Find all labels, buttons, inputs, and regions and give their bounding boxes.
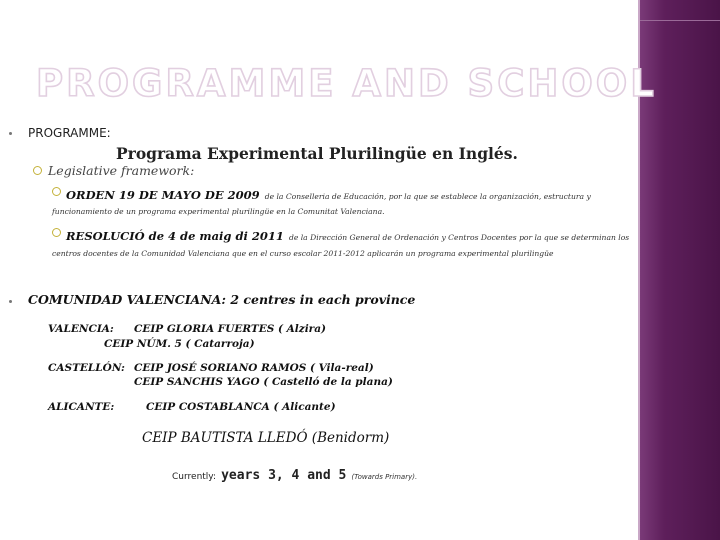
ring-bullet bbox=[52, 187, 61, 196]
ring-bullet bbox=[52, 228, 61, 237]
valencia-label: VALENCIA: bbox=[48, 323, 114, 335]
orden-line bbox=[66, 184, 591, 203]
bautista-school: CEIP BAUTISTA LLEDÓ (Benidorm) bbox=[142, 430, 390, 446]
legislative-label: Legislative framework: bbox=[48, 163, 195, 178]
orden-title: ORDEN 19 DE MAYO DE 2009 bbox=[66, 188, 260, 202]
resolucio-text-2: centros docentes de la Comunidad Valenciana que en el curso escolar 2011-2012 aplicarán un programa experimental plurilingüe bbox=[52, 249, 554, 258]
orden-text-2: funcionamiento de un programa experimental plurilingüe en la Comunitat Valenciana. bbox=[52, 207, 385, 216]
castellon-label: CASTELLÓN: bbox=[48, 362, 125, 374]
comunidad-heading: COMUNIDAD VALENCIANA: 2 centres in each province bbox=[28, 292, 416, 307]
programme-label: PROGRAMME: bbox=[28, 126, 111, 140]
orden-text-1: de la Conselleria de Educación, por la que se establece la organización, estructura y bbox=[264, 192, 591, 201]
resolucio-line bbox=[66, 225, 629, 244]
currently-line bbox=[172, 464, 417, 483]
castellon-school-1: CEIP JOSÉ SORIANO RAMOS ( Vila-real) bbox=[134, 362, 374, 374]
resolucio-title: RESOLUCIÓ de 4 de maig di 2011 bbox=[66, 229, 284, 243]
alicante-label: ALICANTE: bbox=[48, 401, 115, 413]
side-panel-divider bbox=[640, 20, 720, 21]
bullet-dot bbox=[9, 300, 12, 303]
currently-years: years 3, 4 and 5 bbox=[221, 468, 347, 483]
castellon-school-2: CEIP SANCHIS YAGO ( Castelló de la plana) bbox=[134, 376, 393, 388]
currently-label: Currently: bbox=[172, 472, 217, 482]
valencia-school-2: CEIP NÚM. 5 ( Catarroja) bbox=[104, 338, 255, 350]
programme-name: Programa Experimental Plurilingüe en Inglés. bbox=[116, 144, 518, 163]
alicante-school-1: CEIP COSTABLANCA ( Alicante) bbox=[146, 401, 336, 413]
slide-title: PROGRAMME AND SCHOOL bbox=[36, 62, 657, 105]
ring-bullet bbox=[33, 166, 42, 175]
valencia-school-1: CEIP GLORIA FUERTES ( Alzira) bbox=[134, 323, 326, 335]
resolucio-text-1: de la Dirección General de Ordenación y Centros Docentes por la que se determinan los bbox=[288, 233, 630, 242]
currently-note: (Towards Primary). bbox=[351, 473, 418, 481]
bullet-dot bbox=[9, 132, 12, 135]
